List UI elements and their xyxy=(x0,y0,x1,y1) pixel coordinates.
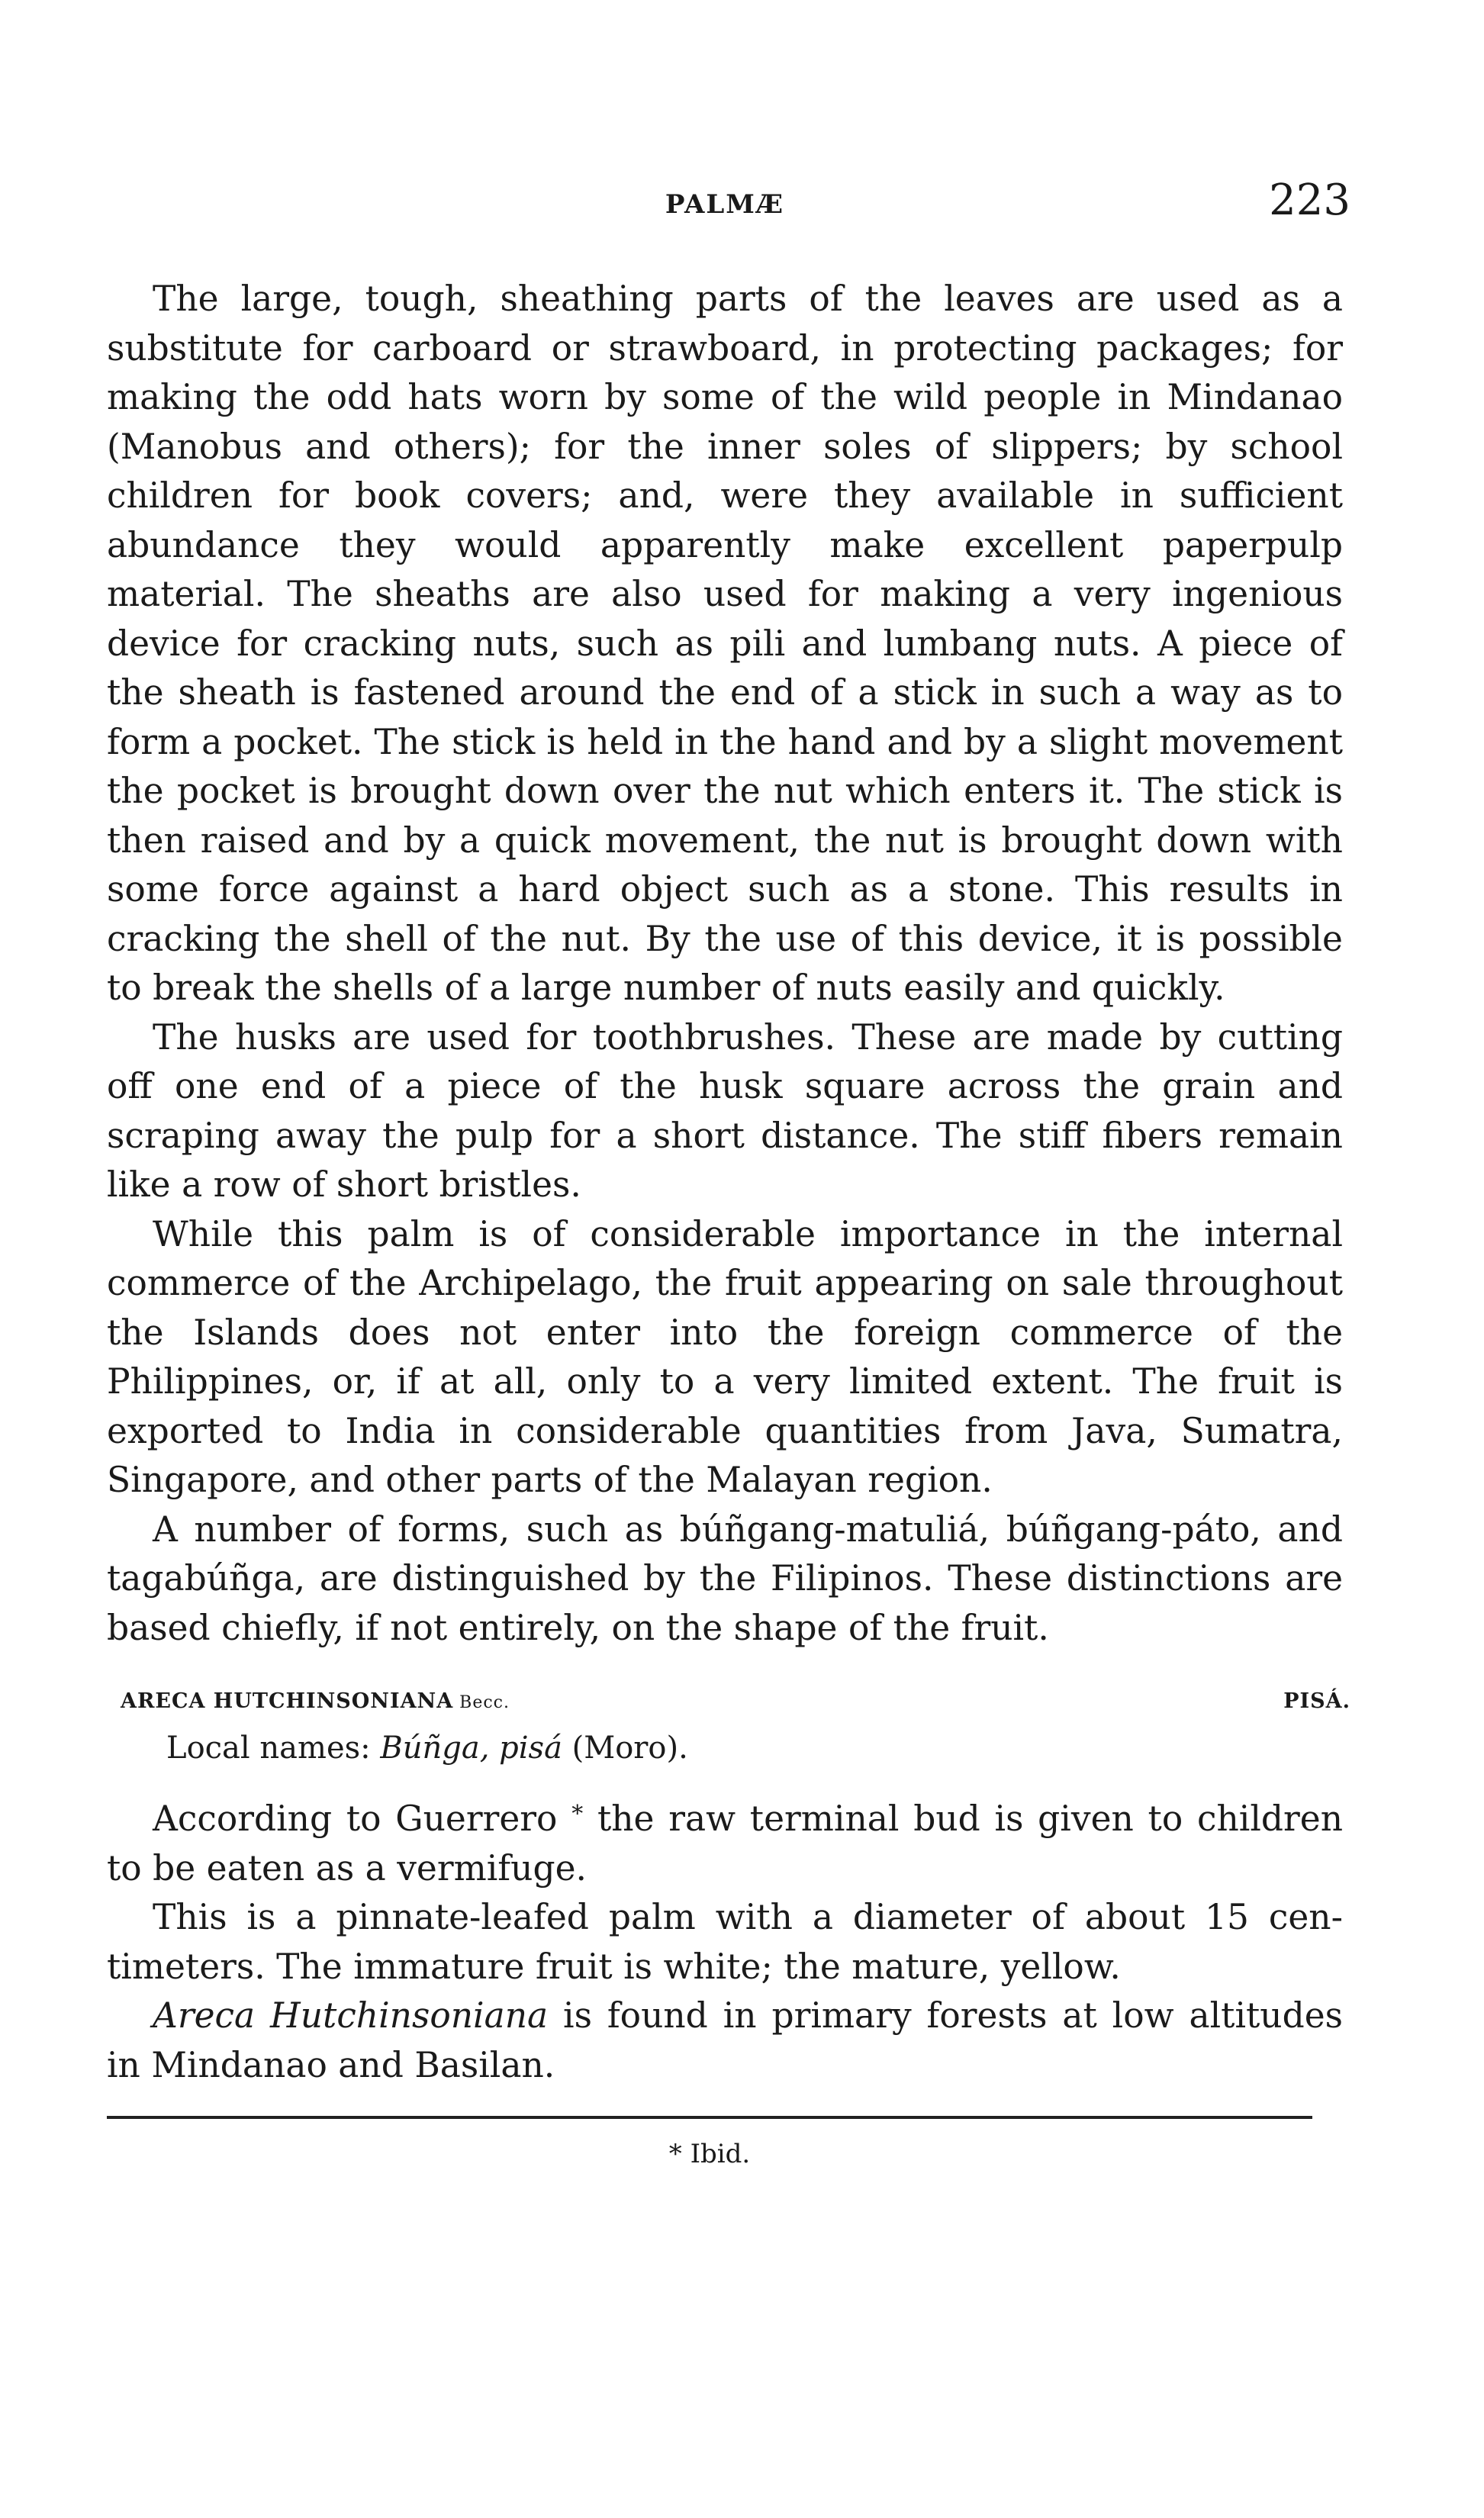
local-names-values: Búñga, pisá xyxy=(380,1731,562,1766)
vermifuge-text-end: the raw terminal bud is given to children to be eaten as a vermifuge. xyxy=(107,1798,1343,1888)
species-entry-heading xyxy=(107,1682,1350,1720)
paragraph-habitat xyxy=(107,1992,1343,2090)
species-common-name: PISÁ. xyxy=(1283,1689,1350,1713)
habitat-text: is found in primary forests at low altitudes in Mindanao and Basilan. xyxy=(107,1995,1343,2085)
vermifuge-text-start: According to Guerrero xyxy=(153,1798,558,1839)
paragraph-forms: A number of forms, such as búñgang-matuliá, búñgang-páto, and tagabúñga, are distinguished by the Filipinos. These distinctions are based chiefly, if not entirely, on the shape of the fruit. xyxy=(107,1509,1343,1648)
paragraph-vermifuge xyxy=(107,1790,1343,1893)
species-author: Becc. xyxy=(459,1693,510,1712)
page-number: 223 xyxy=(1269,175,1350,225)
paragraph-commerce: While this palm is of considerable importance in the internal commerce of the Archipelago, the fruit appearing on sale throughout the Islands does not enter into the foreign commerce of the Philippines, or, if at all, only to a very limited extent. The fruit is exported to India in considerable quantities from Java, Sumatra, Singapore, and other parts of the Malayan region. xyxy=(107,1213,1343,1500)
footnote-reference-mark: * xyxy=(571,1801,584,1827)
habitat-species-name: Areca Hutchinsoniana xyxy=(153,1995,549,2036)
species-scientific-name xyxy=(121,1689,510,1713)
footnote-rule xyxy=(107,2116,1312,2119)
footnote: * Ibid. xyxy=(668,2139,751,2169)
paragraph-description: This is a pinnate-leafed palm with a diameter of about 15 centimeters. The immature fruit is white; the mature, yellow. xyxy=(107,1897,1343,1987)
book-page xyxy=(107,175,1350,2169)
paragraph-husk-toothbrushes: The husks are used for toothbrushes. These are made by cutting off one end of a piece of the husk square across the grain and scraping away the pulp for a short distance. The stiff fibers remain like a row of short bristles. xyxy=(107,1016,1343,1205)
local-names-label: Local names: xyxy=(166,1731,371,1766)
paragraph-leaf-sheath-uses: The large, tough, sheathing parts of the leaves are used as a substitute for carboard or strawboard, in protecting packages; for making the odd hats worn by some of the wild people in Mindanao (Manobus and others); for the inner soles of slippers; by school children for book covers; and, were they available in sufficient abundance they would apparently make excellent paperpulp material. The sheaths are also used for making a very ingenious device for cracking nuts, such as pili and lumbang nuts. A piece of the sheath is fastened around the end of a stick in such a way as to form a pocket. The stick is held in the hand and by a slight movement the pocket is brought down over the nut which enters it. The stick is then raised and by a quick movement, the nut is brought down with some force against a hard object such as a stone. This results in cracking the shell of the nut. By the use of this device, it is possible to break the shells of a large number of nuts easily and quickly. xyxy=(107,279,1343,1008)
body-text xyxy=(107,275,1350,2090)
running-title: PALMÆ xyxy=(665,189,785,220)
local-names-line xyxy=(166,1728,1343,1769)
running-head xyxy=(107,175,1350,237)
local-names-language: (Moro). xyxy=(571,1731,688,1766)
scientific-name-text: ARECA HUTCHINSONIANA xyxy=(121,1689,454,1713)
